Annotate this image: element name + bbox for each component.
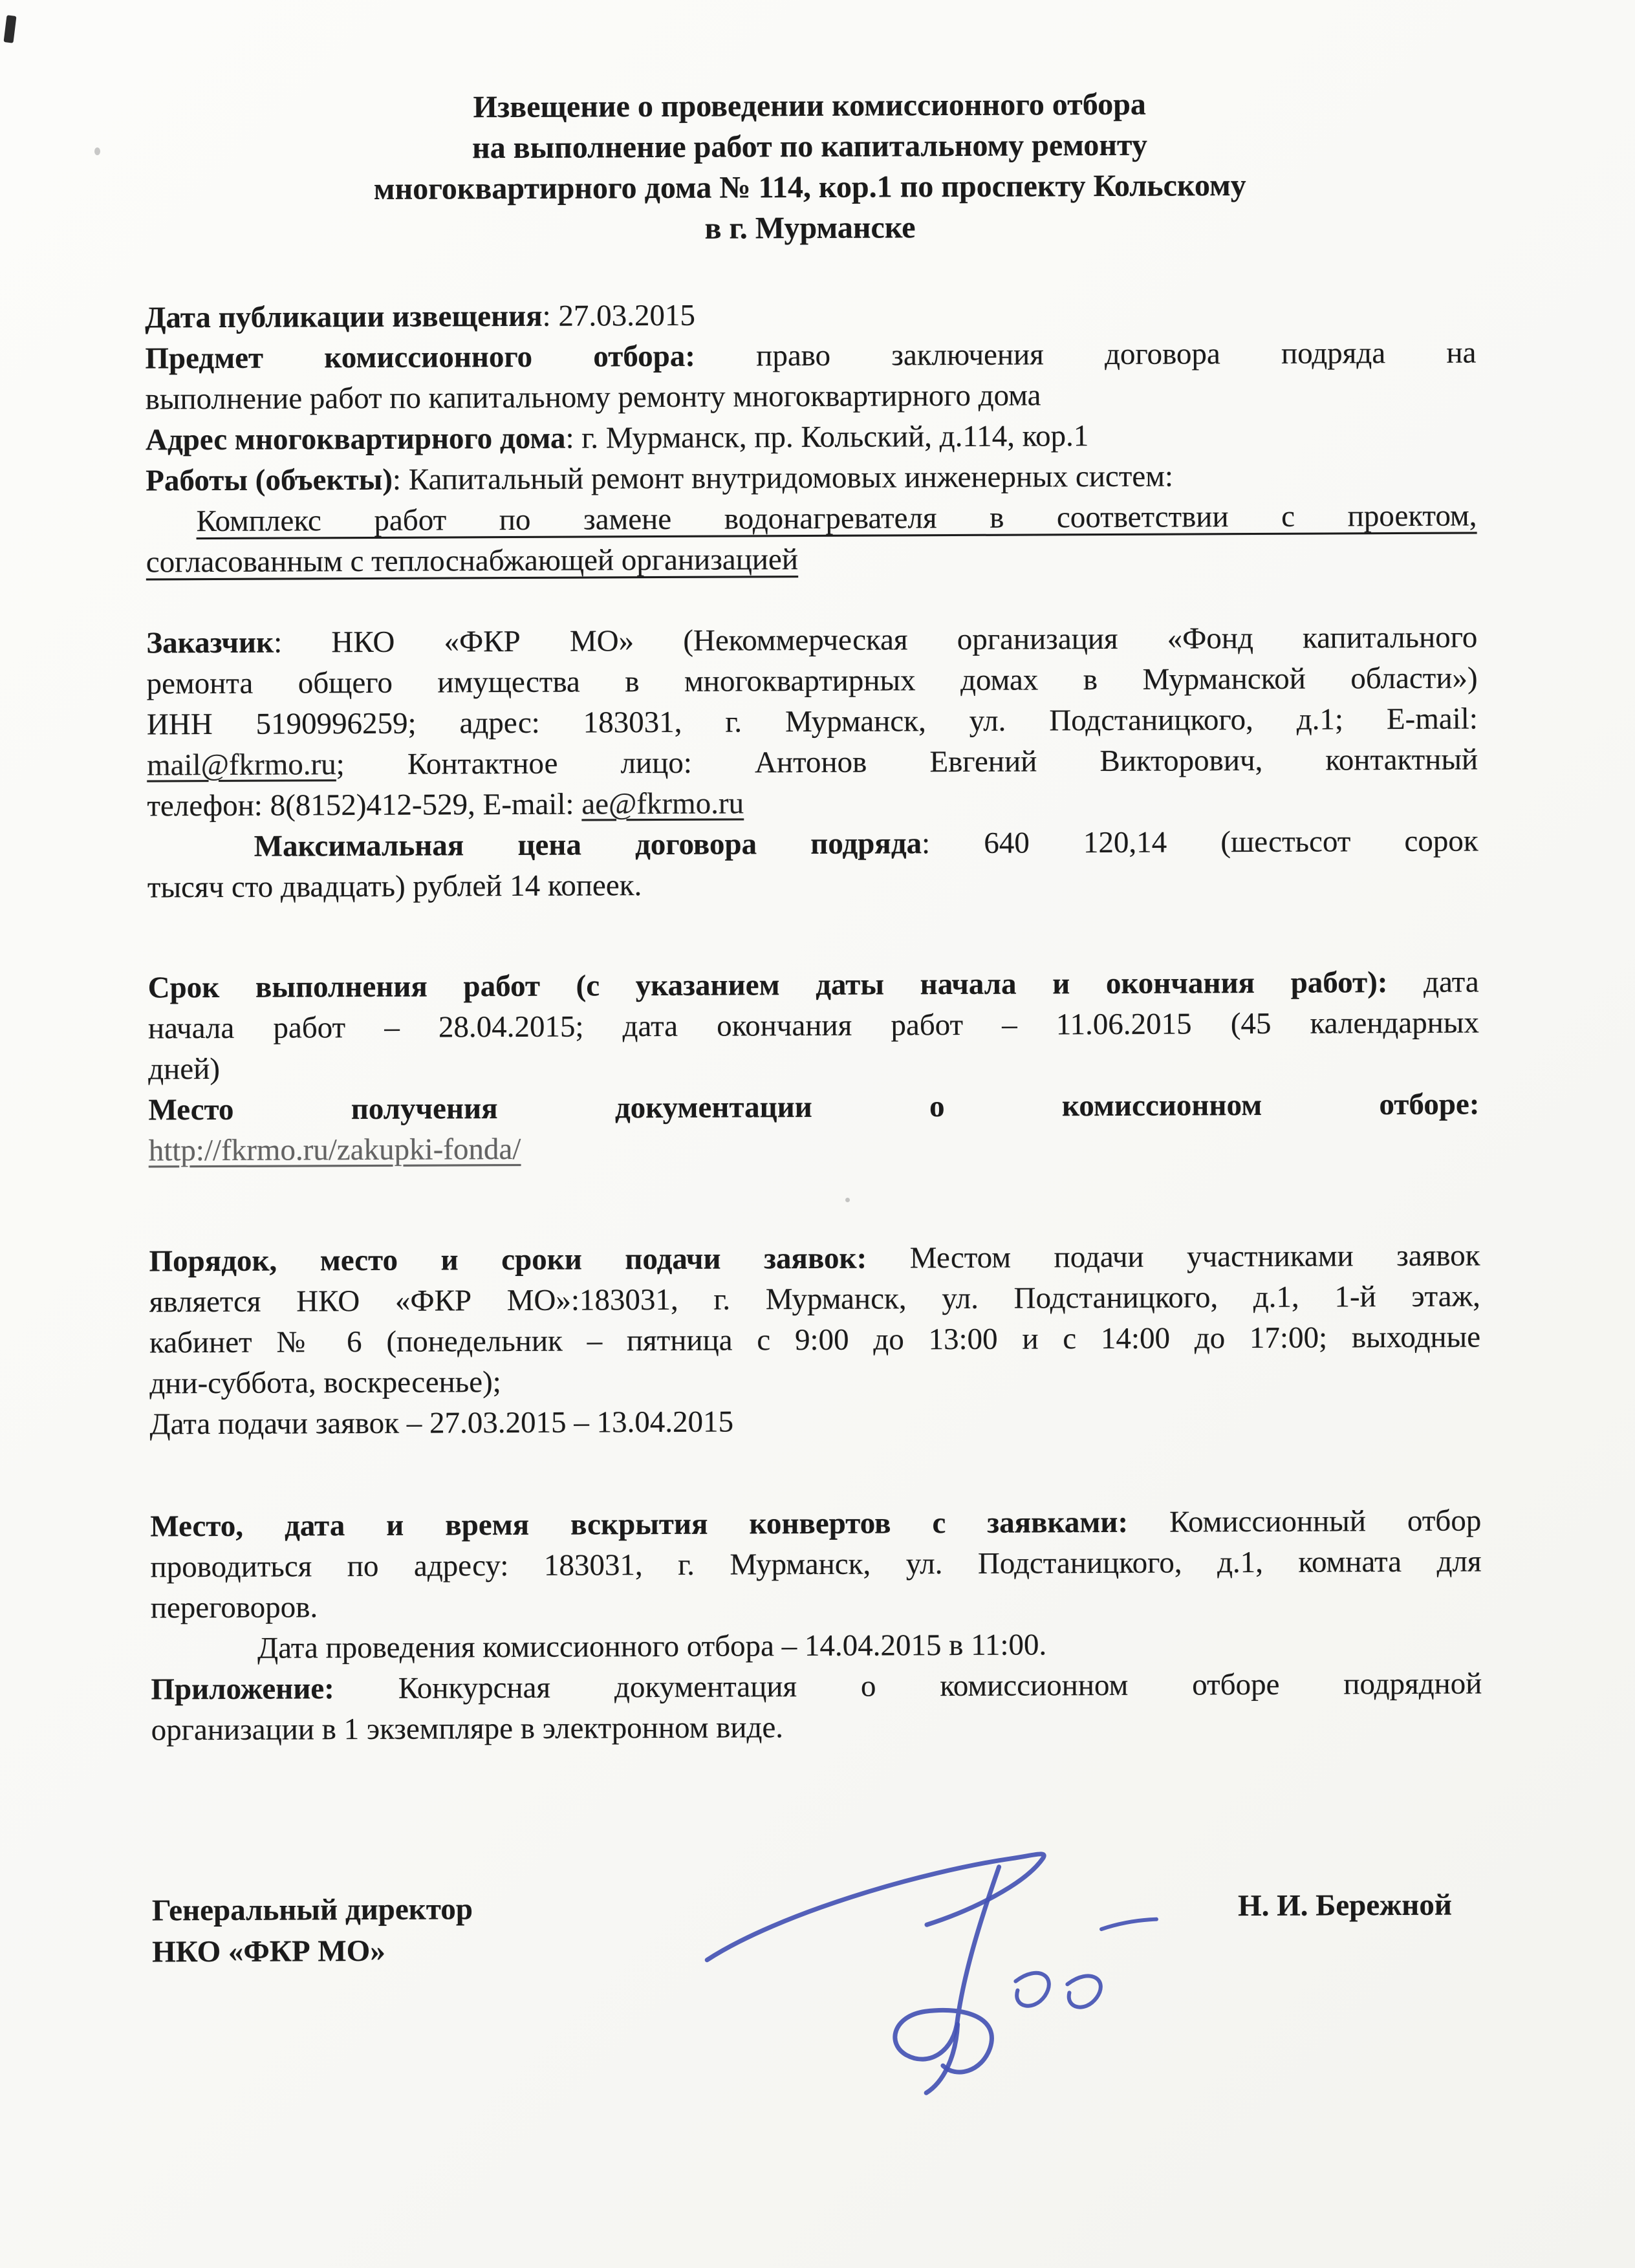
term-line-1 [148, 962, 1479, 1008]
handwritten-signature [662, 1830, 1194, 2124]
attachment-text: Конкурсная документация о комиссионном отборе подрядной [334, 1667, 1482, 1706]
submission-text: Местом подачи участниками заявок [867, 1238, 1480, 1275]
document-title [170, 83, 1450, 252]
submission-line-3: кабинет № 6 (понедельник – пятница с 9:00 до 13:00 и с 14:00 до 17:00; выходные [149, 1320, 1481, 1360]
underlined-clause: согласованным с теплоснабжающей организацией [146, 543, 799, 579]
term-line-2: начала работ – 28.04.2015; дата окончания работ – 11.06.2015 (45 календарных [147, 1006, 1480, 1046]
publication-date-label: Дата публикации извещения [145, 299, 543, 335]
opening-line-1 [150, 1500, 1481, 1547]
works-detail-line-1 [146, 496, 1477, 543]
subject-value: право заключения договора подряда на [695, 336, 1477, 373]
customer-line-5 [147, 780, 1478, 826]
title-line-3: многоквартирного дома № 114, кор.1 по проспекту Кольскому [373, 168, 1246, 206]
customer-line-4 [147, 739, 1478, 786]
works-line [146, 455, 1477, 502]
customer-label: Заказчик [146, 625, 274, 660]
submission-line-4: дни-суббота, воскресенье); [149, 1365, 501, 1401]
document-content [144, 0, 1483, 1972]
subject-line-2: выполнение работ по капитальному ремонту многоквартирного дома [145, 378, 1041, 416]
attachment-line-1 [151, 1663, 1482, 1710]
works-detail-line-2 [146, 537, 1477, 583]
customer-text: телефон: 8(8152)412-529, E-mail: [147, 787, 582, 823]
subject-line-1 [145, 333, 1476, 380]
customer-line-2: ремонта общего имущества в многоквартирных домах в Мурманской области») [146, 661, 1478, 701]
opening-section [150, 1500, 1482, 1751]
docs-place-url-line [149, 1125, 1480, 1171]
signature-stroke [926, 2024, 958, 2093]
customer-section [146, 618, 1478, 909]
publication-date-value: : 27.03.2015 [542, 298, 696, 333]
address-line [146, 415, 1477, 461]
signer-position [152, 1888, 473, 1972]
email-link-ae[interactable]: ae@fkrmo.ru [581, 786, 744, 821]
submission-dates-line: Дата подачи заявок – 27.03.2015 – 13.04.2015 [149, 1405, 734, 1442]
site-link[interactable]: http://fkrmo.ru/zakupki-fonda/ [148, 1132, 521, 1168]
opening-line-2: проводиться по адресу: 183031, г. Мурманск, ул. Подстаницкого, д.1, комната для [150, 1544, 1482, 1584]
opening-date-line: Дата проведения комиссионного отбора – 14.04.2015 в 11:00. [257, 1628, 1047, 1665]
email-link-mail[interactable]: mail@fkrmo.ru [147, 748, 336, 783]
signature-stroke [1101, 1919, 1156, 1929]
customer-text: ; Контактное лицо: Антонов Евгений Викторович, контактный [336, 742, 1478, 782]
docs-place-label: Место получения документации о комиссионном отборе: [148, 1087, 1480, 1127]
scan-artifact [3, 15, 16, 43]
publication-date-line [145, 292, 1476, 339]
submission-label: Порядок, место и сроки подачи заявок: [149, 1241, 867, 1279]
opening-text: Комиссионный отбор [1127, 1504, 1482, 1539]
signature-stroke [894, 1867, 1000, 2073]
customer-text: : НКО «ФКР МО» (Некоммерческая организация «Фонд капитального [274, 620, 1478, 660]
title-line-1: Извещение о проведении комиссионного отбора [473, 87, 1146, 125]
customer-line-3: ИНН 5190996259; адрес: 183031, г. Мурманск, ул. Подстаницкого, д.1; E-mail: [146, 702, 1478, 742]
signature-stroke [1015, 1972, 1101, 2007]
submission-line-1 [149, 1235, 1480, 1282]
submission-line-2: является НКО «ФКР МО»:183031, г. Мурманск, ул. Подстаницкого, д.1, 1-й этаж, [149, 1279, 1480, 1319]
signature-block [152, 1884, 1484, 1972]
title-line-4: в г. Мурманске [704, 210, 916, 246]
underlined-clause: Комплекс работ по замене водонагревателя в соответствии с проектом, [196, 499, 1477, 539]
works-value: : Капитальный ремонт внутридомовых инженерных систем: [392, 459, 1174, 497]
submission-section [149, 1235, 1480, 1445]
max-price-line-1 [147, 821, 1478, 867]
scan-artifact [94, 147, 100, 155]
max-price-value: : 640 120,14 (шестьсот сорок [921, 824, 1478, 861]
address-label: Адрес многоквартирного дома [145, 421, 566, 457]
term-label: Срок выполнения работ (с указанием даты начала и окончания работ): [147, 966, 1388, 1005]
max-price-label: Максимальная цена договора подряда [254, 826, 922, 863]
title-line-2: на выполнение работ по капитальному ремонту [471, 127, 1148, 166]
signature-stroke [707, 1854, 1045, 1960]
term-section [148, 962, 1480, 1171]
signer-name: Н. И. Бережной [1237, 1888, 1452, 1923]
subject-label: Предмет комиссионного отбора: [145, 339, 696, 376]
term-value: дата [1387, 965, 1479, 1000]
works-label: Работы (объекты) [146, 462, 393, 498]
signer-position-line-1: Генеральный директор [151, 1892, 473, 1928]
opening-label: Место, дата и время вскрытия конвертов с заявками: [150, 1505, 1129, 1544]
signer-position-line-2: НКО «ФКР МО» [152, 1934, 385, 1969]
address-value: : г. Мурманск, пр. Кольский, д.114, кор.1 [565, 419, 1089, 455]
term-line-3: дней) [148, 1052, 221, 1086]
customer-line-1 [146, 618, 1477, 664]
docs-place-line [148, 1084, 1479, 1130]
max-price-line-2: тысяч сто двадцать) рублей 14 копеек. [147, 869, 642, 905]
attachment-line-2: организации в 1 экземпляре в электронном виде. [151, 1711, 784, 1747]
opening-line-3: переговоров. [150, 1590, 318, 1625]
attachment-label: Приложение: [151, 1672, 334, 1707]
